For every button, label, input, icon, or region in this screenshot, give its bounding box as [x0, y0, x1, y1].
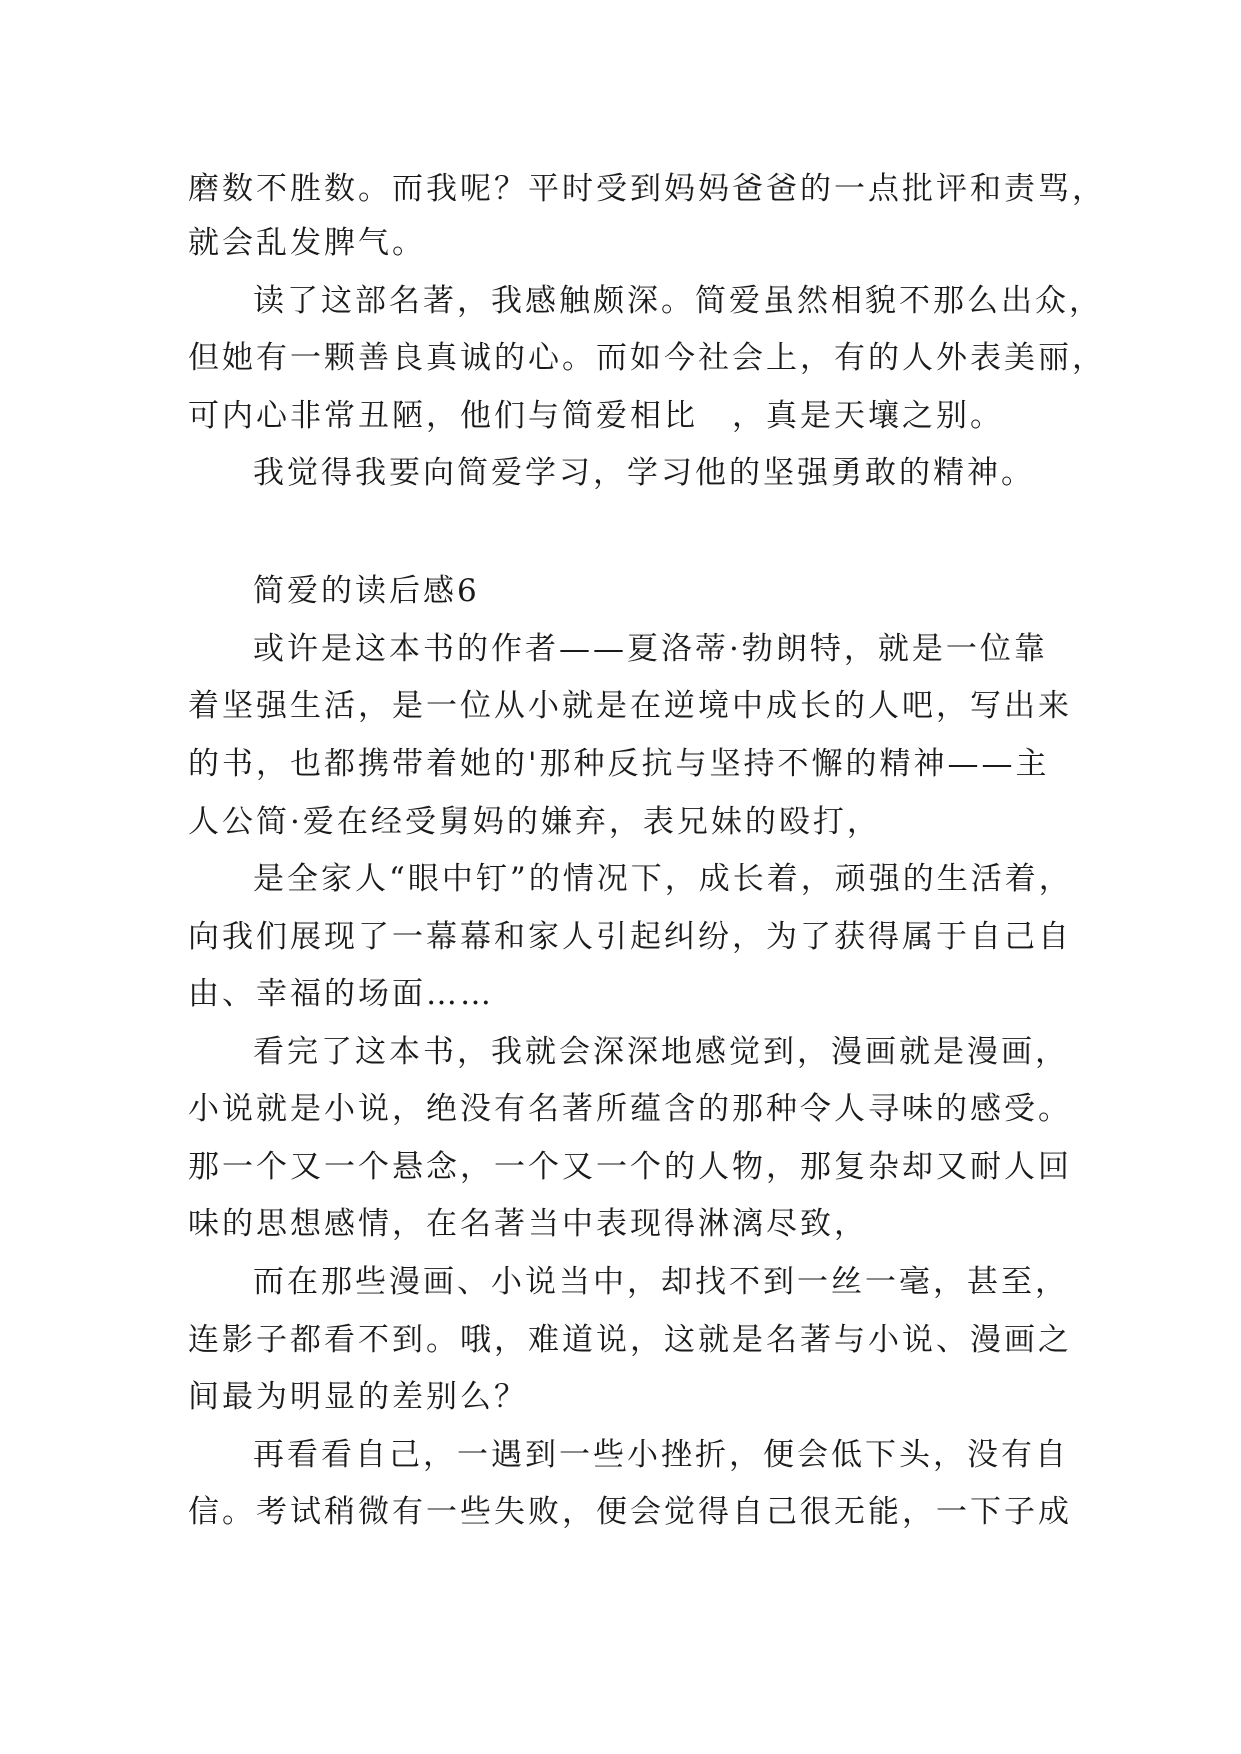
paragraph-start-line: 读了这部名著，我感触颇深。简爱虽然相貌不那么出众，	[253, 283, 1103, 319]
text-line: 人公简·爱在经受舅妈的嫌弃，表兄妹的殴打，	[188, 804, 881, 840]
text-line: 小说就是小说，绝没有名著所蕴含的那种令人寻味的感受。	[188, 1091, 1072, 1127]
text-line: 连影子都看不到。哦，难道说，这就是名著与小说、漫画之	[188, 1322, 1072, 1358]
text-line: 信。考试稍微有一些失败，便会觉得自己很无能，一下子成	[188, 1494, 1072, 1530]
text-line: 味的思想感情，在名著当中表现得淋漓尽致，	[188, 1206, 868, 1242]
text-line: 向我们展现了一幕幕和家人引起纠纷，为了获得属于自己自	[188, 919, 1072, 955]
text-line: 但她有一颗善良真诚的心。而如今社会上，有的人外表美丽，	[188, 340, 1106, 376]
text-line: 着坚强生活，是一位从小就是在逆境中成长的人吧，写出来	[188, 688, 1072, 724]
text-line: 的书，也都携带着她的'那种反抗与坚持不懈的精神——主	[188, 746, 1050, 782]
paragraph-start-line: 再看看自己，一遇到一些小挫折，便会低下头，没有自	[253, 1437, 1069, 1473]
text-line: 可内心非常丑陋，他们与简爱相比 ，真是天壤之别。	[188, 398, 1004, 434]
text-line: 间最为明显的差别么？	[188, 1379, 528, 1415]
paragraph-start-line: 我觉得我要向简爱学习，学习他的坚强勇敢的精神。	[253, 455, 1035, 491]
text-line: 磨数不胜数。而我呢？平时受到妈妈爸爸的一点批评和责骂，	[188, 171, 1106, 207]
paragraph-start-line: 或许是这本书的作者——夏洛蒂·勃朗特，就是一位靠	[253, 631, 1048, 667]
text-line: 由、幸福的场面……	[188, 976, 494, 1012]
text-line: 那一个又一个悬念，一个又一个的人物，那复杂却又耐人回	[188, 1149, 1072, 1185]
text-line: 就会乱发脾气。	[188, 225, 426, 261]
paragraph-start-line: 看完了这本书，我就会深深地感觉到，漫画就是漫画，	[253, 1034, 1069, 1070]
paragraph-start-line: 而在那些漫画、小说当中，却找不到一丝一毫，甚至，	[253, 1264, 1069, 1300]
section-heading: 简爱的读后感6	[253, 573, 480, 609]
paragraph-start-line: 是全家人“眼中钉”的情况下，成长着，顽强的生活着，	[253, 861, 1073, 897]
